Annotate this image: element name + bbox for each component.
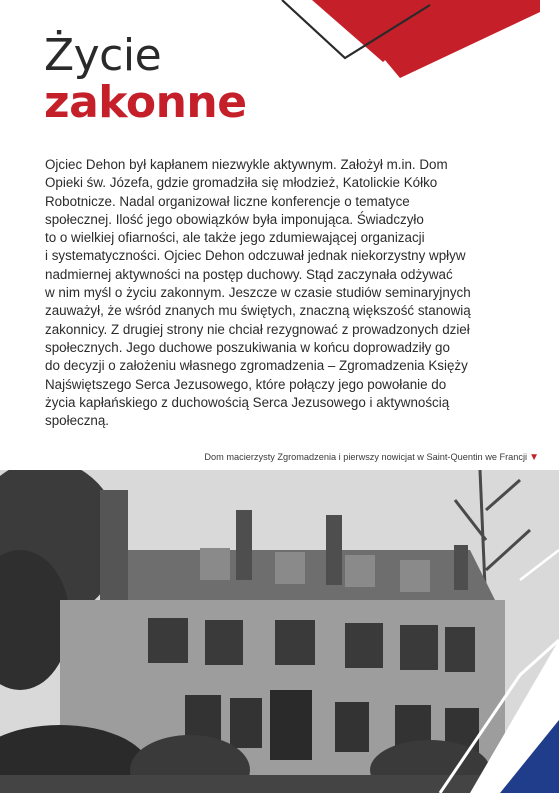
body-line: zauważył, że wśród znanych mu świętych, znaczną większość stanowią [45, 303, 471, 319]
photo-caption [204, 452, 539, 463]
title-line-1: Życie [44, 30, 162, 81]
body-line: Robotnicze. Nadal organizował liczne konferencje o tematyce [45, 193, 410, 209]
body-line: nadmiernej aktywności na postęp duchowy. Stąd zaczynała odżywać [45, 266, 453, 282]
body-line: życia kapłańskiego z duchowością Serca Jezusowego i aktywnością [45, 394, 450, 410]
body-line: to o wielkiej ofiarności, ale także jego zdumiewającej organizacji [45, 230, 425, 246]
photo-illustration [0, 470, 559, 793]
body-line: społeczną. [45, 413, 110, 429]
body-paragraph [45, 156, 515, 430]
body-line: Ojciec Dehon był kapłanem niezwykle aktywnym. Założył m.in. Dom [45, 157, 448, 172]
body-line: społecznej. Ilość jego obowiązków była imponująca. Świadczyło [45, 211, 424, 227]
body-line: Najświętszego Serca Jezusowego, które połączy jego powołanie do [45, 376, 447, 392]
body-line: do decyzji o założeniu własnego zgromadzenia – Zgromadzenia Księży [45, 358, 468, 374]
caption-triangle-icon: ▼ [529, 452, 539, 463]
body-line: społecznych. Jego duchowe poszukiwania w końcu doprowadziły go [45, 339, 450, 355]
body-line: Opieki św. Józefa, gdzie gromadziła się młodzież, Katolickie Kółko [45, 175, 438, 191]
body-line: zakonnicy. Z drugiej strony nie chciał rezygnować z prowadzonych dzieł [45, 321, 470, 337]
title-line-2: zakonne [44, 77, 247, 128]
body-line: i systematyczności. Ojciec Dehon odczuwał jednak niekorzystny wpływ [45, 248, 466, 264]
caption-text: Dom macierzysty Zgromadzenia i pierwszy nowicjat w Saint-Quentin we Francji [204, 452, 528, 462]
body-line: w nim myśl o życiu zakonnym. Jeszcze w czasie studiów seminaryjnych [45, 285, 471, 301]
historic-house-photo [0, 470, 559, 793]
page-title [44, 30, 247, 128]
